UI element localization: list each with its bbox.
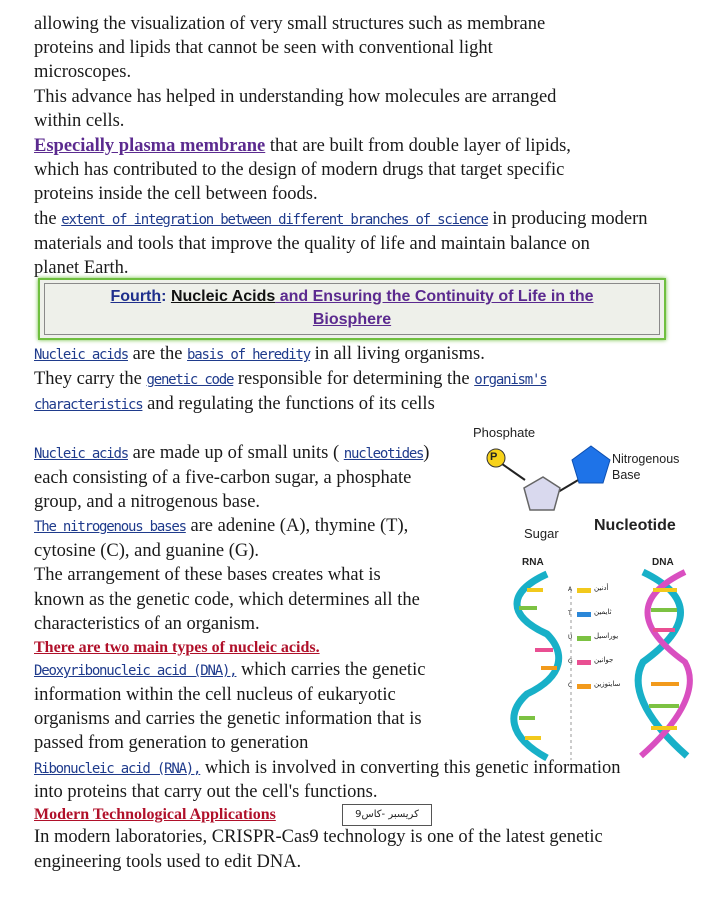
- heading-line-2: [40, 311, 664, 329]
- para2-line-6: The arrangement of these bases creates what is: [34, 565, 381, 585]
- base-label-line-1: Nitrogenous: [612, 452, 680, 466]
- legend-arabic-t: ثايمين: [594, 608, 612, 616]
- nucleic-acids-term-2: Nucleic acids: [34, 446, 128, 462]
- intro-line-10: materials and tools that improve the quality of life and maintain balance on: [34, 234, 590, 254]
- para2-line-15: into proteins that carry out the cell's functions.: [34, 782, 378, 802]
- para2-line-5: cytosine (C), and guanine (G).: [34, 541, 260, 561]
- base-pentagon: [572, 446, 610, 483]
- nucleotide-title: Nucleotide: [594, 517, 676, 534]
- legend-row-a: [568, 582, 632, 606]
- para2-line-7: known as the genetic code, which determines all the: [34, 590, 420, 610]
- para2-line-12: organisms and carries the genetic information that is: [34, 709, 422, 729]
- intro-line-6: [34, 134, 571, 158]
- intro-line-1: allowing the visualization of very small structures such as membrane: [34, 14, 546, 34]
- para2-text-4b: are adenine (A), thymine (T),: [185, 516, 409, 536]
- sugar-label: Sugar: [524, 526, 559, 541]
- legend-letter-c: C: [568, 682, 573, 689]
- heading-rest: and Ensuring the Continuity of Life in the: [275, 288, 594, 305]
- base-legend: [568, 582, 632, 702]
- nucleotides-term: nucleotides: [343, 446, 424, 462]
- legend-arabic-u: يوراسيل: [594, 632, 619, 640]
- heading-main: Nucleic Acids: [170, 288, 276, 305]
- para2-text-1d: ): [423, 443, 430, 463]
- legend-row-c: [568, 678, 632, 702]
- para2-line-10: [34, 658, 425, 683]
- nitrogenous-bases-term: The nitrogenous bases: [34, 519, 186, 535]
- legend-arabic-c: سايتوزين: [594, 680, 621, 688]
- intro-line-9: [34, 207, 648, 232]
- sugar-pentagon: [524, 477, 560, 510]
- organisms-term: organism's: [474, 372, 547, 388]
- para2-line-1: [34, 441, 429, 466]
- intro-line-3: microscopes.: [34, 62, 132, 82]
- section-heading-box: [38, 278, 666, 340]
- intro-line-8: proteins inside the cell between foods.: [34, 184, 318, 204]
- two-types-text: There are two main types of nucleic acids.: [34, 639, 320, 656]
- dna-term: Deoxyribonucleic acid (DNA),: [34, 663, 237, 679]
- para2-line-8: characteristics of an organism.: [34, 614, 260, 634]
- para1-text-2: are the: [127, 344, 188, 364]
- legend-arabic-a: أدنين: [594, 584, 609, 592]
- para1-text-5: They carry the: [34, 369, 147, 389]
- dna-label: DNA: [652, 557, 674, 568]
- legend-letter-t: T: [568, 610, 572, 617]
- intro-line-4: This advance has helped in understanding how molecules are arranged: [34, 87, 557, 107]
- para1-line-3: [34, 392, 435, 417]
- dna-helix: [633, 566, 695, 762]
- legend-row-u: [568, 630, 632, 654]
- para2-line-4: [34, 514, 408, 539]
- heredity-term: basis of heredity: [187, 347, 310, 363]
- para2-line-2: each consisting of a five-carbon sugar, a phosphate: [34, 468, 412, 488]
- intro-line-5: within cells.: [34, 111, 125, 131]
- modern-line-1: In modern laboratories, CRISPR-Cas9 technology is one of the latest genetic: [34, 827, 603, 847]
- phosphate-p-letter: P: [490, 451, 498, 463]
- legend-swatch-a: [577, 588, 591, 593]
- legend-dashed-line: [570, 590, 572, 760]
- rna-label: RNA: [522, 557, 544, 568]
- two-types-heading: [34, 636, 320, 660]
- para1-line-2: [34, 367, 546, 392]
- nucleic-acids-term: Nucleic acids: [34, 347, 128, 363]
- para1-line-1: [34, 342, 485, 367]
- legend-swatch-t: [577, 612, 591, 617]
- modern-title-text: Modern Technological Applications: [34, 806, 276, 823]
- intro-line-2: proteins and lipids that cannot be seen with conventional light: [34, 38, 493, 58]
- legend-letter-a: A: [568, 586, 573, 593]
- intro-line-7: which has contributed to the design of modern drugs that target specific: [34, 160, 565, 180]
- phosphate-label: Phosphate: [473, 425, 536, 440]
- legend-letter-u: U: [568, 634, 573, 641]
- heading-colon: :: [161, 288, 171, 305]
- para2-line-3: group, and a nitrogenous base.: [34, 492, 261, 512]
- intro-line-9-b: in producing modern: [487, 209, 648, 229]
- para2-line-11: information within the cell nucleus of eukaryotic: [34, 685, 396, 705]
- genetic-code-term: genetic code: [146, 372, 234, 388]
- legend-swatch-u: [577, 636, 591, 641]
- intro-line-6-rest: that are built from double layer of lipids,: [265, 136, 571, 156]
- legend-row-t: [568, 606, 632, 630]
- legend-row-g: [568, 654, 632, 678]
- para2-line-13: passed from generation to generation: [34, 733, 309, 753]
- para1-text-10: and regulating the functions of its cells: [142, 394, 435, 414]
- base-label-line-2: Base: [612, 468, 641, 482]
- base-shape: [566, 440, 616, 490]
- rna-helix: [505, 568, 567, 764]
- intro-line-11: planet Earth.: [34, 258, 129, 278]
- heading-biosphere: Biosphere: [312, 311, 392, 328]
- legend-swatch-c: [577, 684, 591, 689]
- integration-term: extent of integration between different branches of science: [61, 212, 488, 228]
- heading-line-1: [40, 288, 664, 306]
- modern-applications-title: [34, 803, 276, 827]
- heading-prefix: Fourth: [110, 288, 162, 305]
- legend-arabic-g: جوانين: [594, 656, 614, 664]
- intro-line-9-a: the: [34, 209, 62, 229]
- para2-text-14b: which is involved in converting this genetic information: [200, 758, 621, 778]
- para2-text-1b: are made up of small units (: [127, 443, 344, 463]
- plasma-membrane-term: Especially plasma membrane: [34, 136, 266, 156]
- para2-text-10b: which carries the genetic: [236, 660, 426, 680]
- rna-term: Ribonucleic acid (RNA),: [34, 761, 201, 777]
- legend-letter-g: G: [568, 658, 573, 665]
- para1-text-7: responsible for determining the: [233, 369, 475, 389]
- characteristics-term: characteristics: [34, 397, 143, 413]
- para1-text-4: in all living organisms.: [309, 344, 485, 364]
- modern-line-2: engineering tools used to edit DNA.: [34, 852, 302, 872]
- crispr-arabic-tag: كريسبر -كاس9: [342, 804, 432, 826]
- legend-swatch-g: [577, 660, 591, 665]
